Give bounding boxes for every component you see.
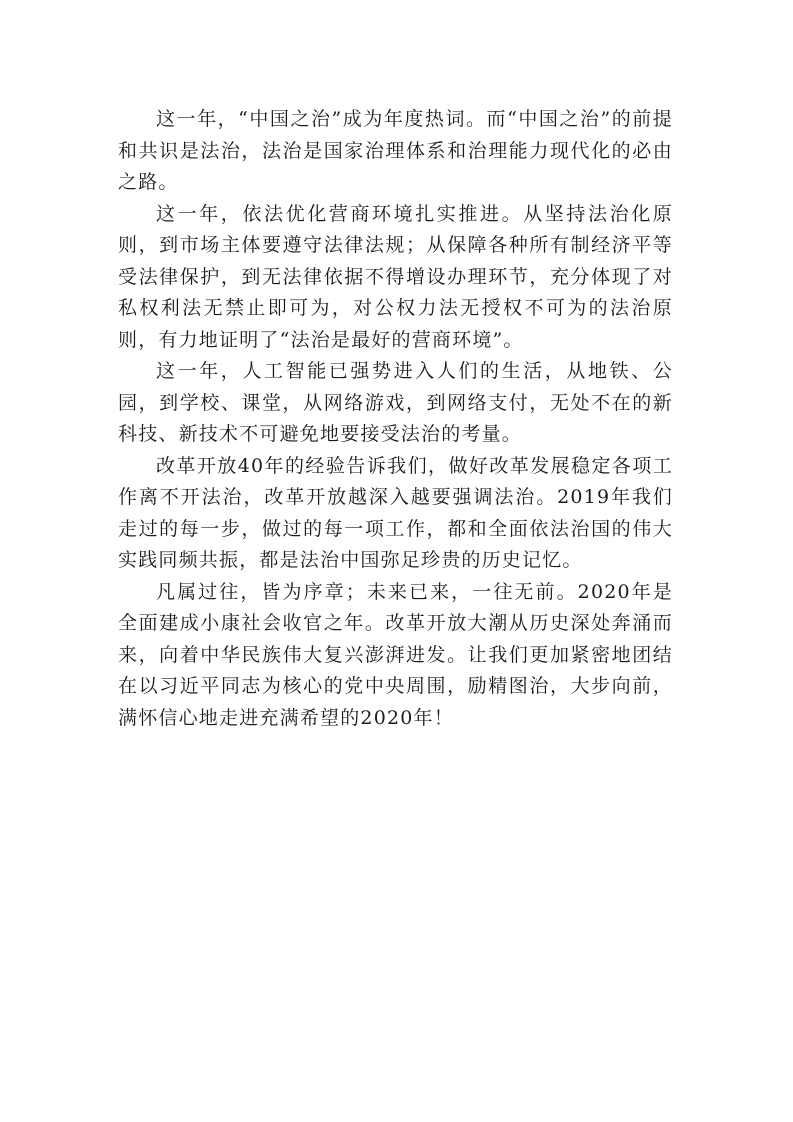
paragraph: 这一年，人工智能已强势进入人们的生活，从地铁、公园，到学校、课堂，从网络游戏，到网络支付，无处不在的新科技、新技术不可避免地要接受法治的考量。 bbox=[118, 360, 673, 445]
paragraph: 凡属过往，皆为序章；未来已来，一往无前。2020年是全面建成小康社会收官之年。改革开放大潮从历史深处奔涌而来，向着中华民族伟大复兴澎湃进发。让我们更加紧密地团结在以习近平同志为核心的党中央周围，励精图治，大步向前，满怀信心地走进充满希望的2020年！ bbox=[118, 580, 673, 729]
paragraph: 这一年，依法优化营商环境扎实推进。从坚持法治化原则，到市场主体要遵守法律法规；从保障各种所有制经济平等受法律保护，到无法律依据不得增设办理环节，充分体现了对私权利法无禁止即可为，对公权力法无授权不可为的法治原则，有力地证明了“法治是最好的营商环境”。 bbox=[118, 202, 673, 351]
paragraph: 改革开放40年的经验告诉我们，做好改革发展稳定各项工作离不开法治，改革开放越深入越要强调法治。2019年我们走过的每一步，做过的每一项工作，都和全面依法治国的伟大实践同频共振，都是法治中国弥足珍贵的历史记忆。 bbox=[118, 454, 673, 571]
paragraph: 这一年，“中国之治”成为年度热词。而“中国之治”的前提和共识是法治，法治是国家治理体系和治理能力现代化的必由之路。 bbox=[118, 108, 673, 193]
document-body bbox=[118, 104, 673, 734]
